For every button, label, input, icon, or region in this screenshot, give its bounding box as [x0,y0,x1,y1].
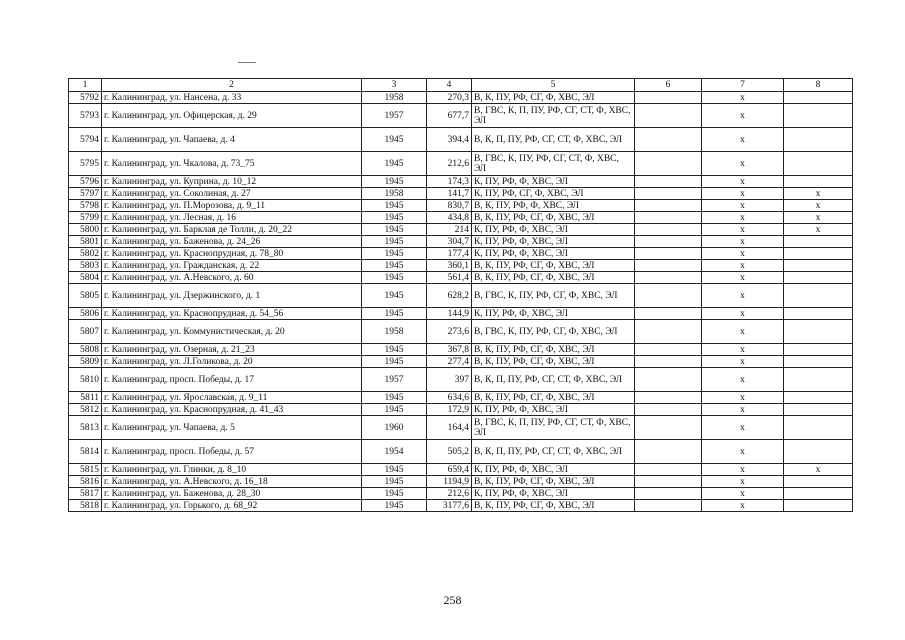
table-row [69,260,853,272]
col8-mark [784,176,853,188]
col6-cell [635,368,702,392]
col7-mark: x [702,440,784,464]
year-cell: 1945 [362,248,427,260]
table-body [69,92,853,512]
systems-cell: В, К, ПУ, РФ, СГ, Ф, ХВС, ЭЛ [472,344,635,356]
col7-mark: x [702,500,784,512]
row-number: 5817 [69,488,102,500]
systems-cell: В, ГВС, К, ПУ, РФ, СГ, Ф, ХВС, ЭЛ [472,320,635,344]
area-cell: 304,7 [427,236,472,248]
table-row [69,440,853,464]
area-cell: 270,3 [427,92,472,104]
year-cell: 1945 [362,200,427,212]
col6-cell [635,104,702,128]
col7-mark: x [702,92,784,104]
area-cell: 273,6 [427,320,472,344]
col8-mark [784,152,853,176]
systems-cell: В, К, ПУ, РФ, СГ, Ф, ХВС, ЭЛ [472,260,635,272]
systems-cell: В, К, П, ПУ, РФ, СГ, СТ, Ф, ХВС, ЭЛ [472,440,635,464]
col8-mark: x [784,200,853,212]
header-col-7: 7 [702,79,784,92]
area-cell: 141,7 [427,188,472,200]
address-cell: г. Калининград, ул. Ярославская, д. 9_11 [102,392,362,404]
address-cell: г. Калининград, ул. Краснопрудная, д. 41_43 [102,404,362,416]
address-cell: г. Калининград, ул. Л.Голикова, д. 20 [102,356,362,368]
table-row [69,488,853,500]
area-cell: 214 [427,224,472,236]
col8-mark [784,356,853,368]
address-cell: г. Калининград, ул. Гражданская, д. 22 [102,260,362,272]
col6-cell [635,392,702,404]
col7-mark: x [702,404,784,416]
address-cell: г. Калининград, ул. Соколиная, д. 27 [102,188,362,200]
row-number: 5796 [69,176,102,188]
col7-mark: x [702,248,784,260]
systems-cell: В, ГВС, К, П, ПУ, РФ, СГ, СТ, Ф, ХВС, ЭЛ [472,104,635,128]
col6-cell [635,500,702,512]
systems-cell: В, К, П, ПУ, РФ, СГ, СТ, Ф, ХВС, ЭЛ [472,128,635,152]
header-col-6: 6 [635,79,702,92]
col8-mark: x [784,464,853,476]
area-cell: 505,2 [427,440,472,464]
address-cell: г. Калининград, ул. Краснопрудная, д. 78_80 [102,248,362,260]
address-cell: г. Калининград, ул. Горького, д. 68_92 [102,500,362,512]
col6-cell [635,404,702,416]
table-row [69,152,853,176]
col7-mark: x [702,368,784,392]
col8-mark [784,284,853,308]
systems-cell: К, ПУ, РФ, Ф, ХВС, ЭЛ [472,248,635,260]
year-cell: 1945 [362,176,427,188]
year-cell: 1945 [362,308,427,320]
col6-cell [635,188,702,200]
table-row [69,188,853,200]
row-number: 5806 [69,308,102,320]
col6-cell [635,416,702,440]
systems-cell: К, ПУ, РФ, Ф, ХВС, ЭЛ [472,488,635,500]
address-cell: г. Калининград, ул. Дзержинского, д. 1 [102,284,362,308]
systems-cell: К, ПУ, РФ, Ф, ХВС, ЭЛ [472,224,635,236]
table-row [69,128,853,152]
year-cell: 1954 [362,440,427,464]
year-cell: 1945 [362,152,427,176]
systems-cell: В, К, ПУ, РФ, СГ, Ф, ХВС, ЭЛ [472,272,635,284]
year-cell: 1945 [362,500,427,512]
table-row [69,284,853,308]
address-cell: г. Калининград, просп. Победы, д. 57 [102,440,362,464]
col6-cell [635,128,702,152]
area-cell: 172,9 [427,404,472,416]
table-row [69,500,853,512]
col8-mark [784,392,853,404]
area-cell: 212,6 [427,488,472,500]
address-cell: г. Калининград, ул. П.Морозова, д. 9_11 [102,200,362,212]
address-cell: г. Калининград, ул. Чапаева, д. 4 [102,128,362,152]
col6-cell [635,464,702,476]
col8-mark: x [784,212,853,224]
area-cell: 561,4 [427,272,472,284]
col7-mark: x [702,188,784,200]
address-cell: г. Калининград, ул. Чапаева, д. 5 [102,416,362,440]
col7-mark: x [702,284,784,308]
col7-mark: x [702,344,784,356]
table-row [69,92,853,104]
col6-cell [635,488,702,500]
col7-mark: x [702,224,784,236]
col7-mark: x [702,308,784,320]
table-row [69,392,853,404]
table-row [69,404,853,416]
year-cell: 1945 [362,392,427,404]
address-cell: г. Калининград, ул. Офицерская, д. 29 [102,104,362,128]
address-cell: г. Калининград, просп. Победы, д. 17 [102,368,362,392]
address-cell: г. Калининград, ул. А.Невского, д. 60 [102,272,362,284]
address-cell: г. Калининград, ул. Коммунистическая, д. 20 [102,320,362,344]
row-number: 5801 [69,236,102,248]
col7-mark: x [702,200,784,212]
col8-mark [784,272,853,284]
table-row [69,476,853,488]
systems-cell: К, ПУ, РФ, Ф, ХВС, ЭЛ [472,404,635,416]
year-cell: 1958 [362,92,427,104]
address-cell: г. Калининград, ул. Краснопрудная, д. 54_56 [102,308,362,320]
col6-cell [635,356,702,368]
area-cell: 3177,6 [427,500,472,512]
address-cell: г. Калининград, ул. Баженова, д. 24_26 [102,236,362,248]
table-header-row [69,79,853,92]
col7-mark: x [702,260,784,272]
col6-cell [635,152,702,176]
col6-cell [635,260,702,272]
col6-cell [635,308,702,320]
area-cell: 628,2 [427,284,472,308]
area-cell: 830,7 [427,200,472,212]
col7-mark: x [702,128,784,152]
row-number: 5804 [69,272,102,284]
systems-cell: В, К, ПУ, РФ, СГ, Ф, ХВС, ЭЛ [472,92,635,104]
systems-cell: В, К, П, ПУ, РФ, СГ, СТ, Ф, ХВС, ЭЛ [472,368,635,392]
year-cell: 1945 [362,236,427,248]
year-cell: 1960 [362,416,427,440]
systems-cell: К, ПУ, РФ, Ф, ХВС, ЭЛ [472,308,635,320]
systems-cell: В, ГВС, К, ПУ, РФ, СГ, СТ, Ф, ХВС, ЭЛ [472,152,635,176]
row-number: 5795 [69,152,102,176]
col6-cell [635,248,702,260]
row-number: 5797 [69,188,102,200]
row-number: 5792 [69,92,102,104]
col8-mark [784,488,853,500]
row-number: 5800 [69,224,102,236]
address-cell: г. Калининград, ул. Баженова, д. 28_30 [102,488,362,500]
table-row [69,308,853,320]
row-number: 5808 [69,344,102,356]
page-number: 258 [443,593,462,607]
header-col-5: 5 [472,79,635,92]
year-cell: 1945 [362,212,427,224]
col6-cell [635,92,702,104]
table-row [69,176,853,188]
table-row [69,236,853,248]
col8-mark [784,260,853,272]
col6-cell [635,440,702,464]
col6-cell [635,212,702,224]
address-cell: г. Калининград, ул. Лесная, д. 16 [102,212,362,224]
col8-mark [784,404,853,416]
area-cell: 1194,9 [427,476,472,488]
header-col-8: 8 [784,79,853,92]
row-number: 5798 [69,200,102,212]
col6-cell [635,284,702,308]
year-cell: 1958 [362,320,427,344]
systems-cell: В, К, ПУ, РФ, СГ, Ф, ХВС, ЭЛ [472,476,635,488]
row-number: 5809 [69,356,102,368]
table-row [69,272,853,284]
address-cell: г. Калининград, ул. Барклая де Толли, д. 20_22 [102,224,362,236]
year-cell: 1945 [362,344,427,356]
table-row [69,104,853,128]
col6-cell [635,344,702,356]
year-cell: 1957 [362,368,427,392]
col8-mark [784,236,853,248]
area-cell: 164,4 [427,416,472,440]
col7-mark: x [702,488,784,500]
table-row [69,416,853,440]
area-cell: 277,4 [427,356,472,368]
row-number: 5811 [69,392,102,404]
table-row [69,212,853,224]
col7-mark: x [702,104,784,128]
table-row [69,320,853,344]
col6-cell [635,476,702,488]
row-number: 5799 [69,212,102,224]
row-number: 5812 [69,404,102,416]
col7-mark: x [702,236,784,248]
address-cell: г. Калининград, ул. Чкалова, д. 73_75 [102,152,362,176]
year-cell: 1957 [362,104,427,128]
row-number: 5810 [69,368,102,392]
table-row [69,344,853,356]
col8-mark [784,308,853,320]
col7-mark: x [702,464,784,476]
area-cell: 177,4 [427,248,472,260]
year-cell: 1945 [362,224,427,236]
area-cell: 634,6 [427,392,472,404]
col7-mark: x [702,392,784,404]
address-cell: г. Калининград, ул. А.Невского, д. 16_18 [102,476,362,488]
col8-mark [784,500,853,512]
col8-mark [784,476,853,488]
area-cell: 394,4 [427,128,472,152]
row-number: 5807 [69,320,102,344]
year-cell: 1945 [362,356,427,368]
row-number: 5815 [69,464,102,476]
row-number: 5805 [69,284,102,308]
area-cell: 212,6 [427,152,472,176]
header-col-1: 1 [69,79,102,92]
col8-mark: x [784,224,853,236]
scan-mark [238,62,256,63]
col7-mark: x [702,416,784,440]
col8-mark [784,104,853,128]
year-cell: 1945 [362,128,427,152]
systems-cell: В, ГВС, К, ПУ, РФ, СГ, Ф, ХВС, ЭЛ [472,284,635,308]
col6-cell [635,272,702,284]
col7-mark: x [702,212,784,224]
year-cell: 1945 [362,404,427,416]
housing-register-table [68,78,853,512]
area-cell: 367,8 [427,344,472,356]
col7-mark: x [702,356,784,368]
area-cell: 144,9 [427,308,472,320]
row-number: 5816 [69,476,102,488]
year-cell: 1945 [362,272,427,284]
row-number: 5793 [69,104,102,128]
year-cell: 1945 [362,464,427,476]
year-cell: 1945 [362,488,427,500]
col6-cell [635,320,702,344]
systems-cell: В, К, ПУ, РФ, СГ, Ф, ХВС, ЭЛ [472,356,635,368]
table-row [69,248,853,260]
col8-mark: x [784,188,853,200]
year-cell: 1945 [362,260,427,272]
address-cell: г. Калининград, ул. Глинки, д. 8_10 [102,464,362,476]
col7-mark: x [702,272,784,284]
area-cell: 360,1 [427,260,472,272]
row-number: 5802 [69,248,102,260]
table-row [69,368,853,392]
col8-mark [784,128,853,152]
col6-cell [635,200,702,212]
systems-cell: В, К, ПУ, РФ, СГ, Ф, ХВС, ЭЛ [472,500,635,512]
systems-cell: К, ПУ, РФ, Ф, ХВС, ЭЛ [472,236,635,248]
col8-mark [784,344,853,356]
year-cell: 1958 [362,188,427,200]
area-cell: 434,8 [427,212,472,224]
address-cell: г. Калининград, ул. Нансена, д. 33 [102,92,362,104]
area-cell: 397 [427,368,472,392]
row-number: 5818 [69,500,102,512]
col6-cell [635,224,702,236]
header-col-3: 3 [362,79,427,92]
systems-cell: К, ПУ, РФ, Ф, ХВС, ЭЛ [472,464,635,476]
row-number: 5813 [69,416,102,440]
col8-mark [784,440,853,464]
header-col-2: 2 [102,79,362,92]
systems-cell: В, К, ПУ, РФ, Ф, ХВС, ЭЛ [472,200,635,212]
systems-cell: К, ПУ, РФ, СГ, Ф, ХВС, ЭЛ [472,188,635,200]
col6-cell [635,236,702,248]
year-cell: 1945 [362,476,427,488]
col7-mark: x [702,176,784,188]
area-cell: 677,7 [427,104,472,128]
col8-mark [784,92,853,104]
row-number: 5794 [69,128,102,152]
col8-mark [784,416,853,440]
row-number: 5814 [69,440,102,464]
systems-cell: В, ГВС, К, П, ПУ, РФ, СГ, СТ, Ф, ХВС, ЭЛ [472,416,635,440]
col7-mark: x [702,152,784,176]
table-row [69,224,853,236]
table-row [69,200,853,212]
header-col-4: 4 [427,79,472,92]
col8-mark [784,248,853,260]
table-row [69,464,853,476]
col7-mark: x [702,320,784,344]
systems-cell: К, ПУ, РФ, Ф, ХВС, ЭЛ [472,176,635,188]
address-cell: г. Калининград, ул. Озерная, д. 21_23 [102,344,362,356]
year-cell: 1945 [362,284,427,308]
area-cell: 174,3 [427,176,472,188]
systems-cell: В, К, ПУ, РФ, СГ, Ф, ХВС, ЭЛ [472,392,635,404]
col6-cell [635,176,702,188]
col7-mark: x [702,476,784,488]
address-cell: г. Калининград, ул. Куприна, д. 10_12 [102,176,362,188]
area-cell: 659,4 [427,464,472,476]
col8-mark [784,320,853,344]
systems-cell: В, К, ПУ, РФ, СГ, Ф, ХВС, ЭЛ [472,212,635,224]
col8-mark [784,368,853,392]
row-number: 5803 [69,260,102,272]
table-row [69,356,853,368]
